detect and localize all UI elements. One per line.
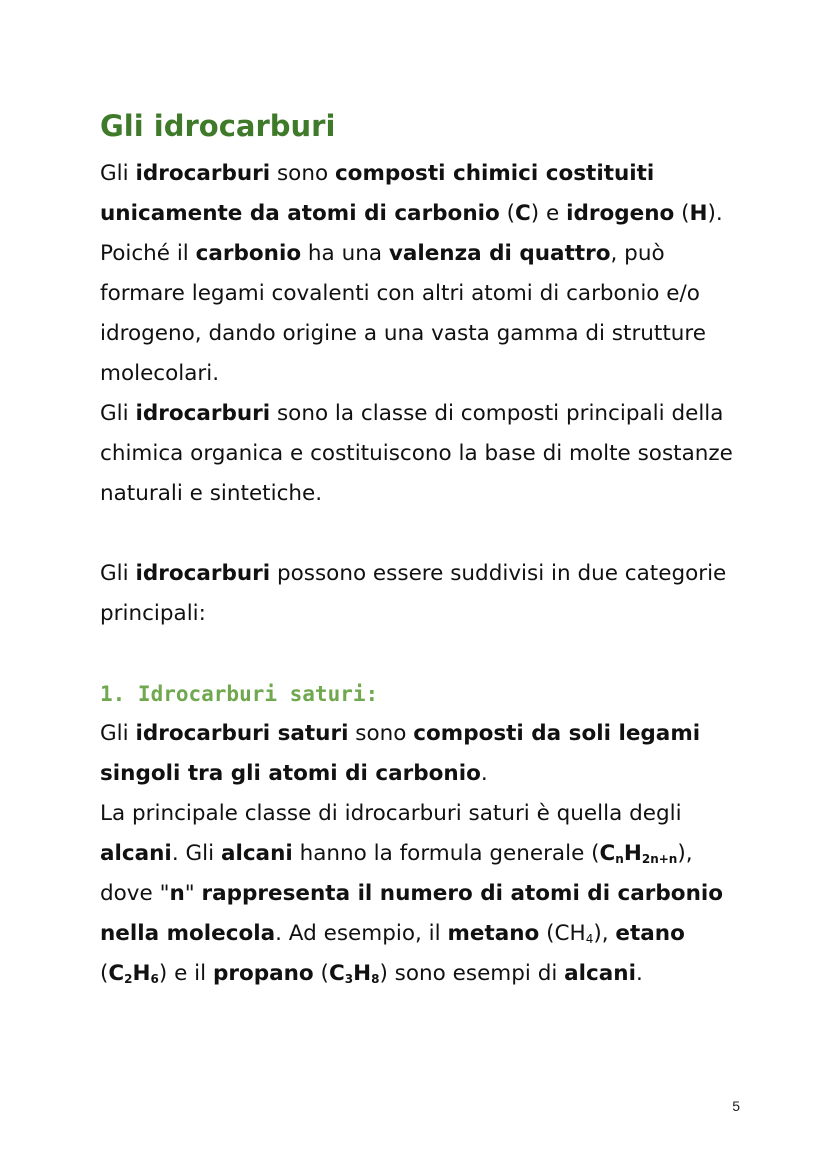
text: hanno la formula generale ( [292, 841, 600, 866]
text: La principale classe di idrocarburi saturi è quella degli [100, 801, 682, 826]
text: ha una [301, 241, 389, 266]
saturated-definition-paragraph [100, 714, 740, 794]
bold-text: valenza di quattro [388, 241, 611, 266]
text: ), [593, 921, 616, 946]
bold-text: idrocarburi [135, 161, 271, 186]
bold-text: n [169, 881, 185, 906]
text: . Ad esempio, il [275, 921, 448, 946]
formula-general [600, 841, 678, 866]
bold-text: propano [212, 961, 314, 986]
bold-text: alcani [220, 841, 293, 866]
page-content [100, 104, 740, 994]
bold-text: composti chimici costituiti unicamente da atomi di carbonio [100, 161, 655, 226]
categories-paragraph [100, 554, 740, 634]
subscript: 2 [124, 972, 133, 986]
subscript: n [615, 852, 624, 866]
bold-text: composti da soli legami singoli tra gli atomi di carbonio [100, 721, 701, 786]
formula-part: C [108, 961, 125, 986]
text: ) e il [158, 961, 213, 986]
bold-text: C [515, 201, 531, 226]
bold-text: metano [447, 921, 540, 946]
text: . [635, 961, 643, 986]
bold-text: alcani [564, 961, 636, 986]
text: Gli [100, 161, 136, 186]
formula-part: H [132, 961, 151, 986]
text: Gli [100, 561, 136, 586]
text: " [184, 881, 202, 906]
text: ) e [530, 201, 567, 226]
formula-propane [329, 961, 380, 986]
spacer [100, 514, 740, 554]
text: . [480, 761, 488, 786]
bold-text: idrocarburi [135, 561, 271, 586]
text: Gli [100, 721, 136, 746]
page-title: Gli idrocarburi [100, 109, 336, 143]
alkanes-paragraph [100, 794, 740, 994]
subscript: 8 [371, 972, 380, 986]
bold-text: H [689, 201, 708, 226]
bold-text: idrocarburi [135, 401, 271, 426]
bold-text: etano [615, 921, 685, 946]
section-heading-saturated: 1. Idrocarburi saturi: [100, 682, 379, 706]
formula-ethane [108, 961, 159, 986]
subscript: 3 [344, 972, 354, 986]
text: ( [674, 201, 690, 226]
text: ) sono esempi di [379, 961, 565, 986]
text: Poiché il [100, 241, 196, 266]
text: Gli [100, 401, 136, 426]
formula-part: H [623, 841, 642, 866]
text: (CH [539, 921, 586, 946]
text: ( [499, 201, 516, 226]
bold-text: idrocarburi saturi [135, 721, 349, 746]
page-number: 5 [732, 1098, 740, 1114]
text: possono essere suddivisi in due categorie principali: [100, 561, 727, 626]
bold-text: rappresenta il numero di atomi di carbonio nella molecola [100, 881, 724, 946]
text: ( [313, 961, 329, 986]
text: ), dove " [100, 841, 693, 906]
subscript: 2n+n [641, 852, 678, 866]
spacer [100, 634, 740, 674]
text: . Gli [171, 841, 221, 866]
subscript: 6 [150, 972, 159, 986]
bold-text: alcani [100, 841, 172, 866]
formula-part: C [328, 961, 345, 986]
bold-text: idrogeno [566, 201, 675, 226]
class-paragraph [100, 394, 740, 514]
text: sono [348, 721, 414, 746]
bold-text: carbonio [195, 241, 302, 266]
formula-part: H [353, 961, 372, 986]
text: sono la classe di composti principali della chimica organica e costituiscono la base di molte sostanze naturali e sintetiche. [100, 401, 733, 506]
text: sono [270, 161, 335, 186]
text: , può formare legami covalenti con altri atomi di carbonio e/o idrogeno, dando origine a una vasta gamma di strutture molecolari. [100, 241, 706, 386]
text: ( [100, 961, 109, 986]
formula-part: C [599, 841, 616, 866]
subscript: 4 [585, 932, 594, 946]
text: ). [707, 201, 723, 226]
intro-paragraph [100, 154, 740, 394]
